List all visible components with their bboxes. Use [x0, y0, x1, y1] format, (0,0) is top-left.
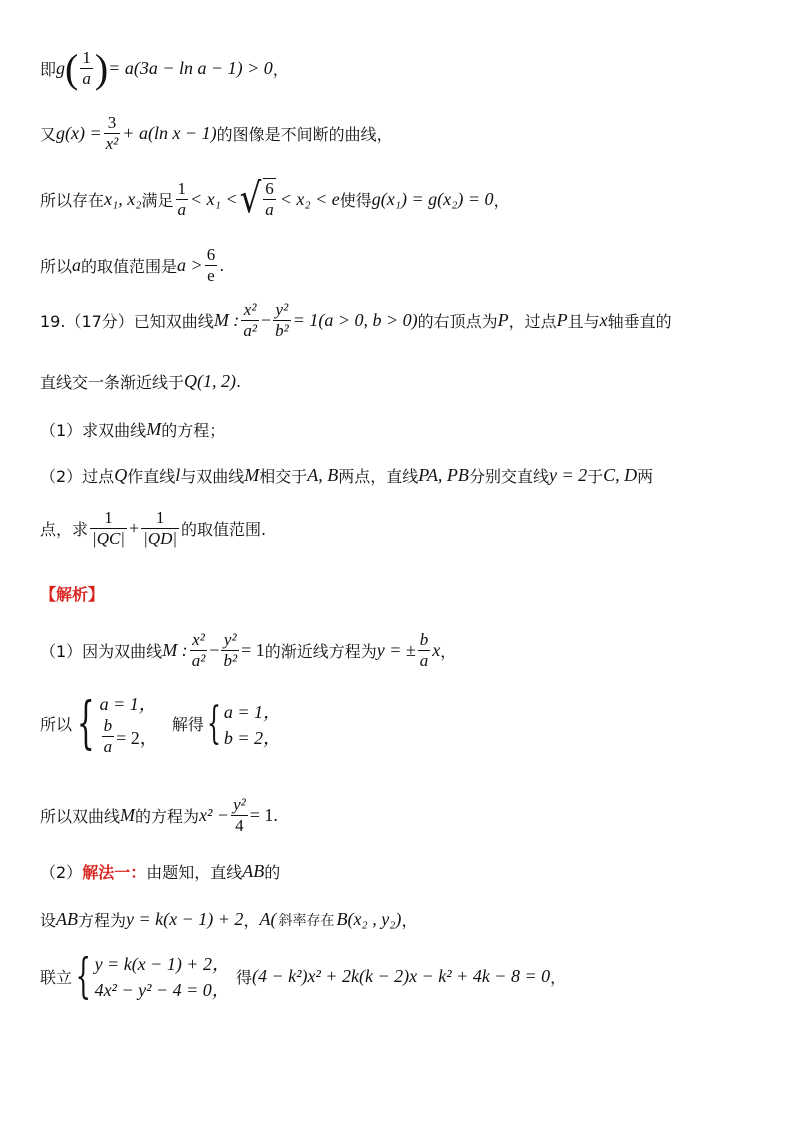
math: < x₂ < e: [279, 188, 340, 209]
overlap-text: 斜率存在: [278, 912, 335, 929]
text: ，: [493, 190, 510, 210]
subquestion-2-line-2: [40, 508, 266, 549]
math: = 2，: [116, 727, 158, 748]
fraction: [90, 508, 127, 549]
question-number: 19.（17分）已知双曲线: [40, 312, 214, 331]
paren: (: [65, 45, 79, 91]
math: < x₁ <: [190, 188, 238, 209]
equation-system: [95, 950, 230, 1002]
numerator: b: [103, 716, 113, 735]
text: （1）因为双曲线: [40, 642, 163, 661]
denominator: a²: [243, 321, 257, 340]
math: Q(1, 2): [184, 371, 237, 391]
fraction: [104, 113, 121, 154]
equation-system: [100, 690, 158, 757]
numerator: 6: [206, 245, 216, 264]
text: .: [236, 372, 242, 391]
fraction: [80, 48, 93, 89]
math: b = 2，: [223, 727, 281, 748]
text: 所以存在: [40, 190, 105, 210]
text: （2）过点: [40, 467, 115, 486]
text: 与双曲线: [180, 467, 245, 486]
text: 所以: [40, 257, 73, 276]
math: g(x₁) = g(x₂) = 0: [371, 188, 494, 209]
denominator: a: [177, 199, 187, 219]
numerator: 3: [107, 113, 117, 132]
math: P: [497, 310, 509, 330]
text: 由题知，直线: [146, 863, 243, 882]
text: 分别交直线: [468, 467, 549, 486]
text: 直线交一条渐近线于: [40, 373, 185, 392]
math: y = 2: [548, 465, 588, 485]
numerator: 1: [104, 508, 113, 527]
math: x: [599, 310, 608, 330]
denominator: x²: [105, 134, 119, 153]
solution-1-system: [40, 690, 281, 757]
text: 所以: [40, 715, 73, 734]
text: 两点，直线: [338, 467, 419, 486]
numerator: x²: [192, 630, 205, 649]
solution-2-system: [40, 950, 566, 1002]
math: C, D: [603, 465, 638, 485]
text: 得: [235, 967, 252, 987]
brace: {: [76, 690, 95, 756]
line-1: [40, 45, 289, 91]
text: 且与: [567, 312, 600, 331]
math: a: [72, 255, 82, 275]
paren: ): [94, 45, 109, 91]
brace: {: [206, 697, 221, 749]
math: M: [120, 805, 136, 825]
numerator: x²: [243, 300, 257, 319]
fraction: [205, 245, 218, 286]
text: 的方程为: [135, 807, 200, 826]
text: 设: [40, 911, 57, 930]
question-19-line-1: [40, 300, 672, 341]
text: 的方程；: [161, 421, 226, 440]
fraction: [176, 179, 189, 220]
fraction: [263, 178, 276, 220]
math: = 1(a > 0, b > 0): [292, 310, 418, 330]
fraction: [241, 300, 259, 341]
numerator: 6: [265, 179, 274, 198]
math: 4x² − y² − 4 = 0，: [94, 980, 230, 1000]
text: （2）: [40, 863, 83, 882]
math: M :: [162, 640, 188, 660]
math: y = ±: [376, 640, 416, 660]
denominator: |QD|: [143, 529, 178, 548]
line-2: [40, 113, 393, 154]
denominator: a: [419, 651, 429, 670]
question-19-line-2: [40, 370, 241, 393]
denominator: a²: [191, 651, 206, 670]
equation-system: [224, 698, 281, 750]
text: ，: [440, 642, 457, 661]
line-4: [40, 245, 224, 286]
denominator: 4: [235, 816, 244, 835]
text: 使得: [339, 190, 372, 210]
line-3: [40, 175, 510, 223]
numerator: 1: [82, 48, 91, 67]
numerator: 1: [177, 178, 187, 198]
math: = 1: [241, 640, 265, 660]
solution-1-line-1: [40, 630, 456, 671]
denominator: a: [265, 200, 274, 219]
denominator: a: [82, 69, 91, 88]
numerator: y²: [223, 630, 237, 649]
fraction: [141, 508, 179, 549]
text: 的取值范围是: [81, 257, 178, 276]
math: AB: [242, 861, 265, 881]
numerator: y²: [275, 300, 289, 319]
math: M :: [213, 310, 240, 330]
text: 两: [637, 467, 654, 486]
fraction: [102, 716, 115, 757]
solution-1-result: [40, 795, 278, 836]
denominator: a: [103, 737, 113, 756]
text: 的图像是不间断的曲线，: [216, 125, 393, 144]
text: ，过点: [508, 312, 557, 331]
sqrt: √ $\frac{6}{a}$: [239, 175, 274, 223]
subquestion-1: [40, 418, 225, 441]
text: 相交于: [259, 467, 308, 486]
math: g(x) =: [56, 123, 102, 143]
fraction: [418, 630, 431, 671]
math: M: [146, 419, 162, 439]
text: ，: [243, 911, 260, 930]
text: .: [219, 256, 225, 275]
subquestion-2-line-1: [40, 464, 653, 487]
math: a = 1，: [223, 701, 281, 722]
text: （1）求双曲线: [40, 421, 147, 440]
text: 轴垂直的: [607, 312, 672, 331]
solution-2-line-1: [40, 860, 280, 883]
text: ，: [401, 911, 418, 930]
math: g: [56, 58, 66, 78]
denominator: b²: [223, 651, 238, 670]
text: 满足: [141, 190, 174, 210]
text: 联立: [40, 967, 73, 987]
math: l: [175, 465, 181, 485]
math: M: [244, 465, 260, 485]
math: = a(3a − ln a − 1) > 0: [108, 58, 273, 78]
fraction: [190, 630, 208, 671]
numerator: 1: [155, 508, 165, 527]
denominator: |QC|: [92, 529, 125, 548]
text: 解得: [171, 715, 204, 734]
solution-2-line-2: [40, 908, 417, 931]
math: A, B: [307, 465, 339, 485]
text: 的: [264, 863, 281, 882]
math: x: [432, 640, 441, 660]
text: 所以双曲线: [40, 807, 121, 826]
math: x₁, x₂: [104, 188, 142, 209]
math: PA, PB: [418, 465, 469, 485]
math: +: [128, 518, 140, 538]
math: (4 − k²)x² + 2k(k − 2)x − k² + 4k − 8 = 0: [251, 965, 551, 986]
denominator: e: [207, 266, 215, 285]
text: 的右顶点为: [417, 312, 498, 331]
text: 的取值范围.: [181, 520, 267, 539]
text: 方程为: [78, 911, 127, 930]
method-label: 解法一：: [82, 863, 147, 882]
text: 又: [40, 125, 57, 144]
math: B(x₂ , y₂): [336, 909, 402, 929]
numerator: y²: [233, 795, 246, 814]
math: −: [209, 640, 220, 660]
math: a >: [177, 255, 203, 275]
math: + a(ln x − 1): [122, 123, 217, 143]
math: x² −: [199, 805, 230, 825]
text: 于: [587, 467, 604, 486]
denominator: b²: [275, 321, 289, 340]
math: A(: [259, 909, 277, 929]
fraction: [221, 630, 239, 671]
math: −: [260, 310, 272, 330]
fraction: [231, 795, 248, 836]
math: a = 1，: [99, 694, 157, 714]
analysis-heading: 【解析】: [40, 585, 105, 604]
text: ，: [272, 60, 289, 79]
text: 即: [40, 60, 57, 79]
text: ，: [550, 967, 567, 987]
math: Q: [114, 465, 128, 485]
text: 作直线: [127, 467, 176, 486]
text: 的渐近线方程为: [264, 642, 377, 661]
math: P: [556, 310, 568, 330]
math: = 1.: [249, 805, 278, 825]
numerator: b: [419, 630, 429, 649]
math: y = k(x − 1) + 2: [126, 909, 244, 929]
math: AB: [56, 909, 79, 929]
brace: {: [75, 948, 91, 1004]
text: 点，求: [40, 520, 89, 539]
fraction: [273, 300, 291, 341]
math: y = k(x − 1) + 2，: [94, 954, 230, 974]
